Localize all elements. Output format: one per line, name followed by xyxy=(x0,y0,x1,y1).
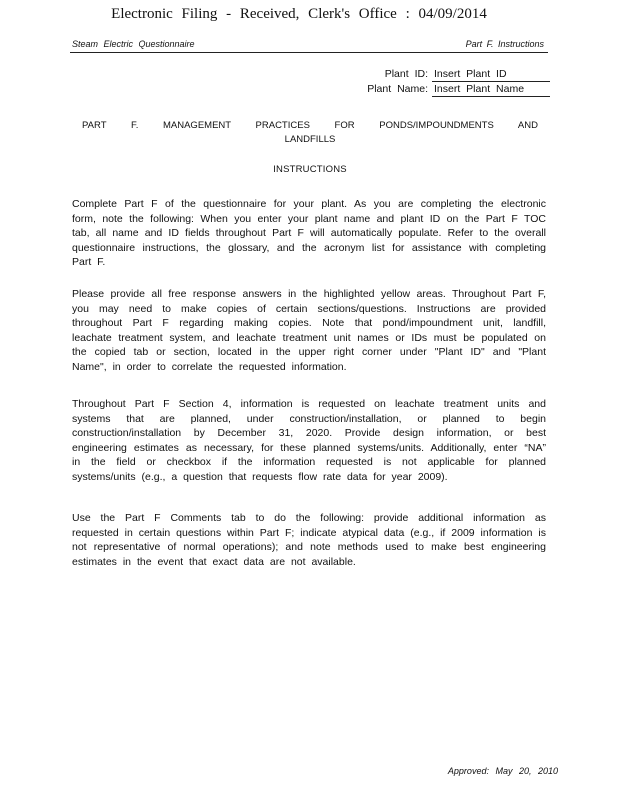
approval-date: Approved: May 20, 2010 xyxy=(447,766,558,776)
header-section-name: Part F. Instructions xyxy=(465,39,544,49)
instruction-paragraph-3: Throughout Part F Section 4, information is requested on leachate treatment units and systems that are planned, under construction/installation, or planned to begin construction/installation by December 31, 2020. Provide design information, or best engineering estimates as necessary, for these planned systems/units. Additionally, enter “NA” in the field or checkbox if the information requested is not applicable for planned systems/units (e.g., a question that requests flow rate data for year 2009). xyxy=(72,398,546,483)
instruction-paragraph-1: Complete Part F of the questionnaire for your plant. As you are completing the electronic form, note the following: When you enter your plant name and plant ID on the Part F TOC tab, all name and ID fields throughout Part F will automatically populate. Refer to the overall questionnaire instructions, the glossary, and the acronym list for assistance with completing Part F. xyxy=(72,198,546,269)
plant-info-block xyxy=(340,67,550,97)
instructions-heading: INSTRUCTIONS xyxy=(273,164,347,175)
header-divider xyxy=(70,52,548,53)
header-questionnaire-name: Steam Electric Questionnaire xyxy=(72,39,195,49)
filing-stamp: Electronic Filing - Received, Clerk's Office : 04/09/2014 xyxy=(111,6,487,22)
part-title: PART F. MANAGEMENT PRACTICES FOR PONDS/IMPOUNDMENTS AND LANDFILLS xyxy=(82,120,538,145)
instruction-paragraph-4: Use the Part F Comments tab to do the following: provide additional information as requested in certain questions within Part F; indicate atypical data (e.g., if 2009 information is not representative of normal operations); and note methods used to make best engineering estimates in the event that exact data are not available. xyxy=(72,512,546,568)
plant-id-label: Plant ID: xyxy=(384,68,428,80)
plant-name-field[interactable]: Insert Plant Name xyxy=(432,82,550,97)
plant-name-row xyxy=(340,82,550,97)
instruction-paragraph-2: Please provide all free response answers in the highlighted yellow areas. Throughout Part F, you may need to make copies of certain sections/questions. Instructions are provided throughout Part F regarding making copies. Note that pond/impoundment unit, landfill, leachate treatment system, and leachate treatment unit names or IDs must be populated on the copied tab or section, located in the upper right corner under "Plant ID" and "Plant Name", in order to correlate the requested information. xyxy=(72,288,546,373)
plant-id-row xyxy=(340,67,550,82)
plant-id-field[interactable]: Insert Plant ID xyxy=(432,67,550,82)
plant-name-label: Plant Name: xyxy=(367,83,428,95)
